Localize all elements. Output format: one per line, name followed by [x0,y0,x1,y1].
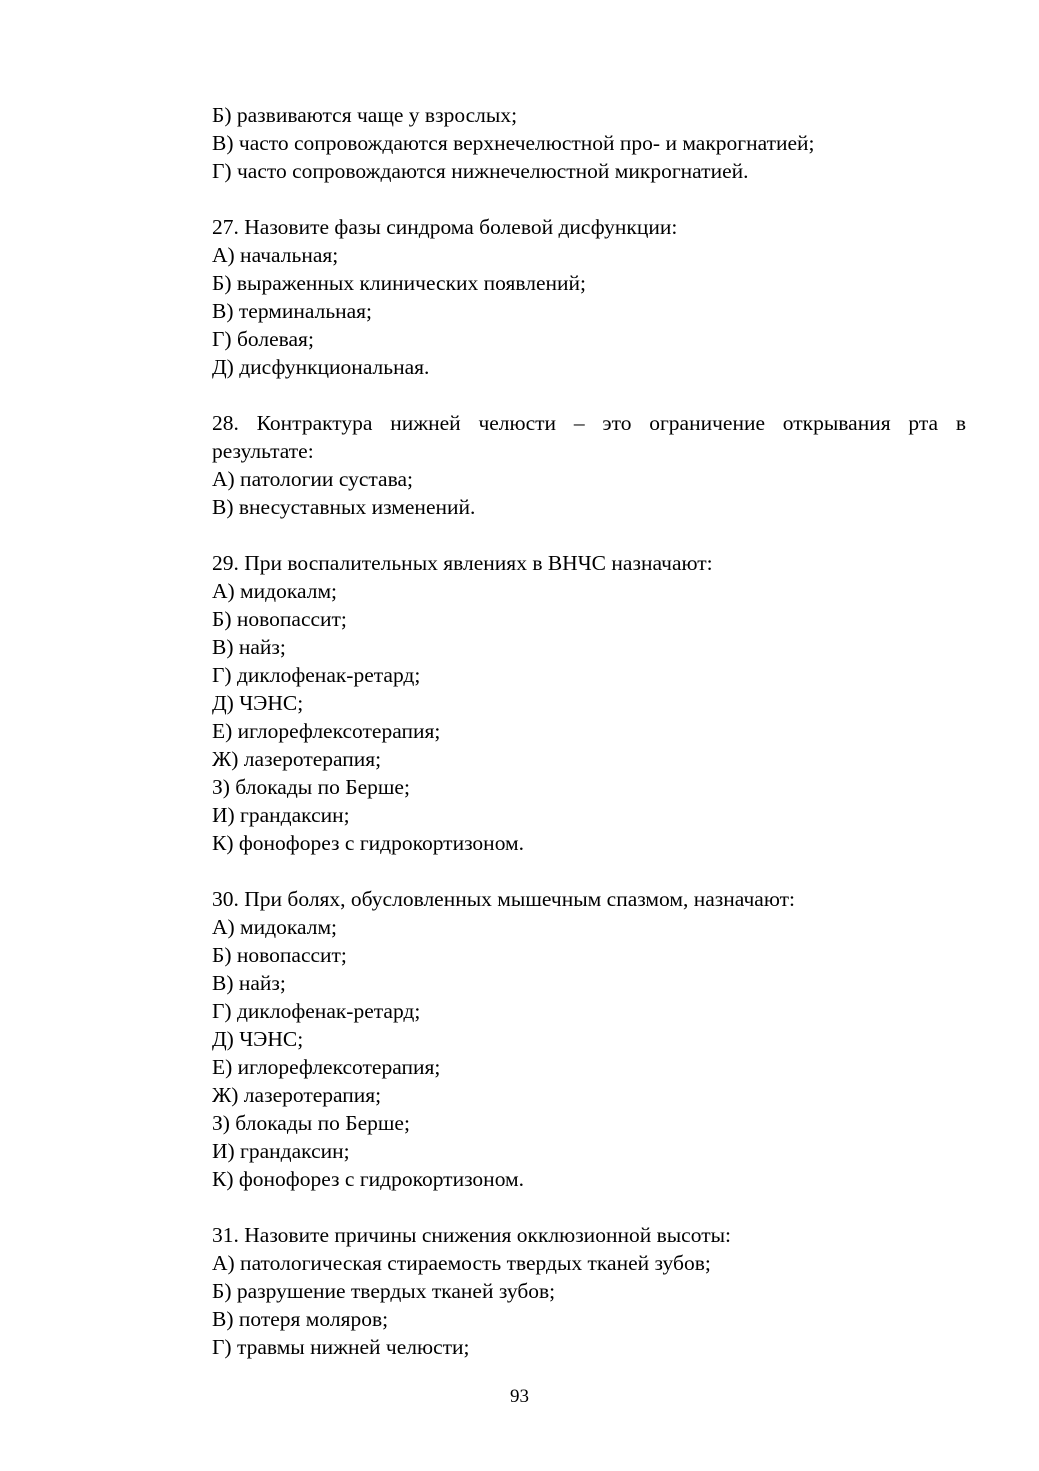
answer-option: Г) болевая; [212,327,314,351]
answer-option: В) найз; [212,635,286,659]
answer-option: Д) ЧЭНС; [212,691,304,715]
answer-option: А) патологии сустава; [212,467,413,491]
answer-option: К) фонофорез с гидрокортизоном. [212,831,525,855]
answer-option: И) грандаксин; [212,803,350,827]
answer-option: В) потеря моляров; [212,1307,389,1331]
answer-option: А) мидокалм; [212,915,338,939]
question-text: 27. Назовите фазы синдрома болевой дисфункции: [212,215,678,239]
answer-option: Г) диклофенак-ретард; [212,999,421,1023]
answer-option: А) патологическая стираемость твердых тканей зубов; [212,1251,711,1275]
answer-option: А) начальная; [212,243,339,267]
question-text: 30. При болях, обусловленных мышечным спазмом, назначают: [212,887,795,911]
question-31 [212,1221,966,1361]
question-26-continuation [212,101,966,185]
answer-option: Б) новопассит; [212,943,347,967]
question-28 [212,409,966,521]
answer-option: Е) иглорефлексотерапия; [212,719,441,743]
answer-option: В) часто сопровождаются верхнечелюстной про- и макрогнатией; [212,131,815,155]
answer-option: Е) иглорефлексотерапия; [212,1055,441,1079]
question-text-continued: результате: [212,439,314,463]
answer-option: В) внесуставных изменений. [212,495,476,519]
answer-option: Ж) лазеротерапия; [212,1083,382,1107]
answer-option: Д) дисфункциональная. [212,355,430,379]
answer-option: З) блокады по Берше; [212,775,410,799]
question-27 [212,213,966,381]
answer-option: К) фонофорез с гидрокортизоном. [212,1167,525,1191]
question-29 [212,549,966,857]
answer-option: Б) разрушение твердых тканей зубов; [212,1279,556,1303]
answer-option: Г) диклофенак-ретард; [212,663,421,687]
question-text: 28. Контрактура нижней челюсти – это ограничение открывания рта в [212,411,966,435]
answer-option: Г) травмы нижней челюсти; [212,1335,470,1359]
answer-option: В) найз; [212,971,286,995]
question-text: 29. При воспалительных явлениях в ВНЧС назначают: [212,551,713,575]
question-text: 31. Назовите причины снижения окклюзионной высоты: [212,1223,732,1247]
document-page [212,101,966,1361]
page-number: 93 [510,1386,529,1407]
answer-option: Г) часто сопровождаются нижнечелюстной микрогнатией. [212,159,749,183]
answer-option: Д) ЧЭНС; [212,1027,304,1051]
answer-option: А) мидокалм; [212,579,338,603]
answer-option: Б) новопассит; [212,607,347,631]
question-30 [212,885,966,1193]
answer-option: В) терминальная; [212,299,373,323]
answer-option: З) блокады по Берше; [212,1111,410,1135]
answer-option: Б) развиваются чаще у взрослых; [212,103,518,127]
answer-option: Б) выраженных клинических появлений; [212,271,587,295]
answer-option: Ж) лазеротерапия; [212,747,382,771]
answer-option: И) грандаксин; [212,1139,350,1163]
